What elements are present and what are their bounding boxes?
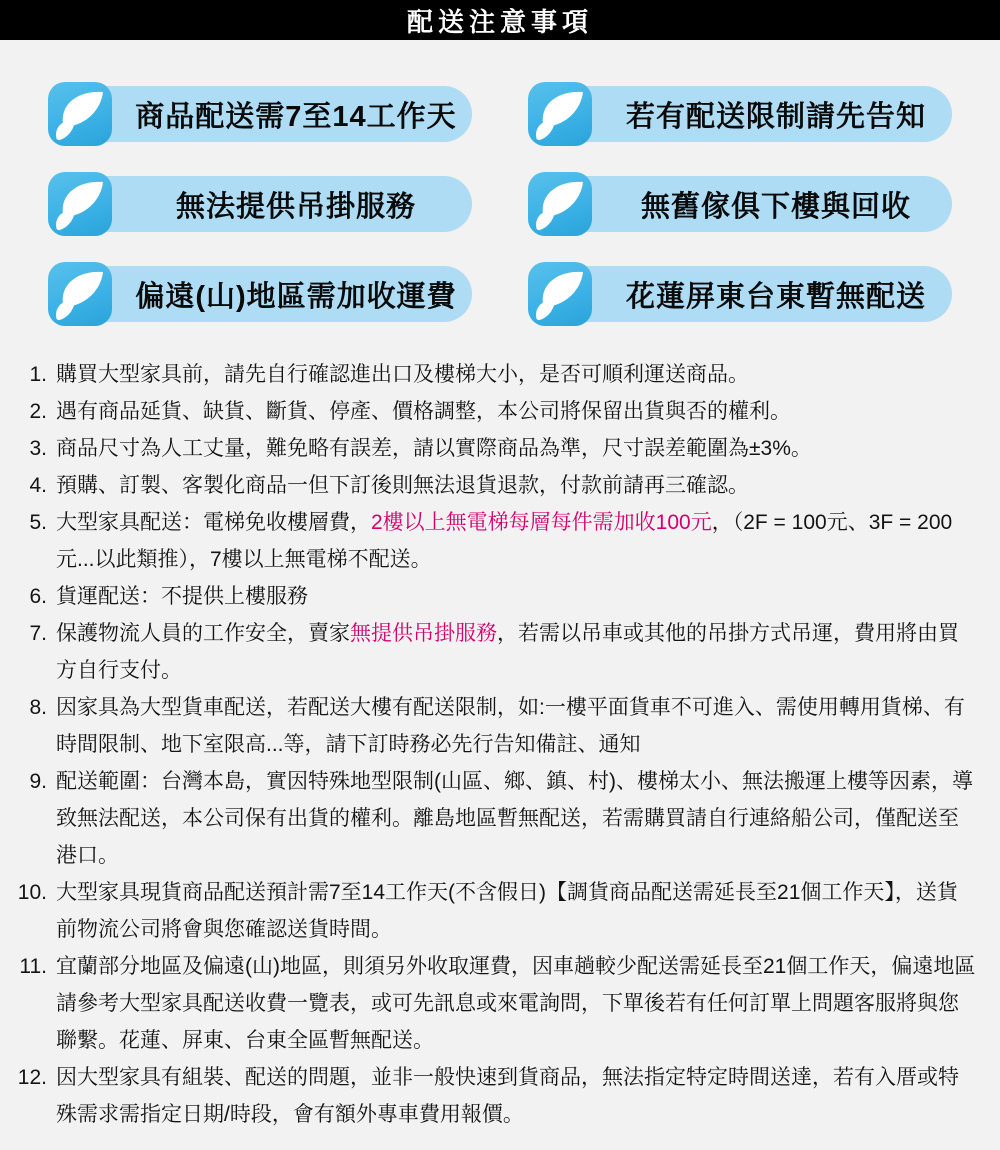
note-text-segment: 遇有商品延貨、缺貨、斷貨、停產、價格調整，本公司將保留出貨與否的權利。 <box>56 400 791 423</box>
header-bar <box>0 0 1000 40</box>
note-text <box>56 393 1000 430</box>
note-text <box>56 763 1000 874</box>
note-text <box>56 430 1000 467</box>
badge-label: 商品配送需7至14工作天 <box>135 100 457 133</box>
highlighted-text: 無提供吊掛服務 <box>350 622 497 645</box>
badge <box>48 82 472 146</box>
note-text <box>56 578 1000 615</box>
note-text-segment: 貨運配送：不提供上樓服務 <box>56 585 308 608</box>
badge <box>48 262 472 326</box>
note-text <box>56 689 1000 763</box>
notes-list <box>0 356 1000 1133</box>
note-text-segment: 因大型家具有組裝、配送的問題，並非一般快速到貨商品，無法指定特定時間送達，若有入厝或特殊需求需指定日期/時段，會有額外專車費用報價。 <box>56 1066 959 1126</box>
note-number: 11. <box>19 955 47 978</box>
note-text <box>56 356 1000 393</box>
note-item <box>0 578 1000 615</box>
note-text <box>56 615 1000 689</box>
leaf-icon <box>48 172 112 236</box>
note-number: 3. <box>29 437 47 460</box>
note-number: 5. <box>29 511 47 534</box>
note-text-segment: 預購、訂製、客製化商品一但下訂後則無法退貨退款，付款前請再三確認。 <box>56 474 749 497</box>
leaf-icon <box>528 262 592 326</box>
note-item <box>0 874 1000 948</box>
note-text-segment: 商品尺寸為人工丈量，難免略有誤差，請以實際商品為準，尺寸誤差範圍為±3%。 <box>56 437 812 460</box>
note-item <box>0 763 1000 874</box>
note-text-segment: 購買大型家具前，請先自行確認進出口及樓梯大小，是否可順利運送商品。 <box>56 363 749 386</box>
note-number: 4. <box>29 474 47 497</box>
note-number: 2. <box>29 400 47 423</box>
page-title: 配送注意事項 <box>406 6 593 37</box>
note-item <box>0 430 1000 467</box>
leaf-icon <box>48 262 112 326</box>
badge-label: 花蓮屏東台東暫無配送 <box>625 280 926 313</box>
badge <box>528 82 952 146</box>
note-text-segment: 保護物流人員的工作安全，賣家 <box>56 622 350 645</box>
leaf-icon <box>528 172 592 236</box>
note-text-segment: 大型家具配送：電梯免收樓層費， <box>56 511 371 534</box>
note-number: 10. <box>17 881 47 904</box>
badge-pill <box>538 176 952 232</box>
note-item <box>0 504 1000 578</box>
note-item <box>0 948 1000 1059</box>
badge-pill <box>58 86 472 142</box>
note-text-segment: 宜蘭部分地區及偏遠(山)地區，則須另外收取運費，因車趟較少配送需延長至21個工作天，偏遠地區請參考大型家具配送收費一覽表，或可先訊息或來電詢問，下單後若有任何訂單上問題客服將與您聯繫。花蓮、屏東、台東全區暫無配送。 <box>56 955 976 1052</box>
badge <box>528 262 952 326</box>
note-number: 8. <box>29 696 47 719</box>
leaf-icon <box>48 82 112 146</box>
badge-pill <box>58 266 472 322</box>
note-item <box>0 615 1000 689</box>
note-number: 7. <box>29 622 47 645</box>
note-item <box>0 689 1000 763</box>
badge <box>528 172 952 236</box>
note-text-segment: 大型家具現貨商品配送預計需7至14工作天(不含假日)【調貨商品配送需延長至21個工作天】，送貨前物流公司將會與您確認送貨時間。 <box>56 881 958 941</box>
badge-label: 無法提供吊掛服務 <box>175 190 416 223</box>
badge-pill <box>538 86 952 142</box>
note-text-segment: 配送範圍：台灣本島，實因特殊地型限制(山區、鄉、鎮、村)、樓梯太小、無法搬運上樓等因素，導致無法配送，本公司保有出貨的權利。離島地區暫無配送，若需購買請自行連絡船公司，僅配送至港口。 <box>56 770 973 867</box>
badge <box>48 172 472 236</box>
note-text <box>56 948 1000 1059</box>
badge-pill <box>58 176 472 232</box>
note-text-segment: ，（2F = 100元、3F = 200元...以此類推），7樓以上無電梯不配送。 <box>56 511 953 571</box>
note-text-segment: 因家具為大型貨車配送，若配送大樓有配送限制，如:一樓平面貨車不可進入、需使用轉用貨梯、有時間限制、地下室限高...等，請下訂時務必先行告知備註、通知 <box>56 696 965 756</box>
badge-label: 偏遠(山)地區需加收運費 <box>135 280 457 313</box>
badge-label: 若有配送限制請先告知 <box>625 100 926 133</box>
note-number: 1. <box>29 363 47 386</box>
badge-grid <box>0 40 1000 326</box>
note-item <box>0 1059 1000 1133</box>
note-item <box>0 356 1000 393</box>
badge-pill <box>538 266 952 322</box>
note-item <box>0 393 1000 430</box>
note-text <box>56 1059 1000 1133</box>
note-text-segment: ，若需以吊車或其他的吊掛方式吊運，費用將由買方自行支付。 <box>56 622 959 682</box>
highlighted-text: 2樓以上無電梯每層每件需加收100元 <box>371 511 712 534</box>
note-text <box>56 874 1000 948</box>
leaf-icon <box>528 82 592 146</box>
note-number: 9. <box>29 770 47 793</box>
note-item <box>0 467 1000 504</box>
note-text <box>56 504 1000 578</box>
note-text <box>56 467 1000 504</box>
badge-label: 無舊傢俱下樓與回收 <box>640 190 911 223</box>
note-number: 12. <box>17 1066 47 1089</box>
note-number: 6. <box>29 585 47 608</box>
